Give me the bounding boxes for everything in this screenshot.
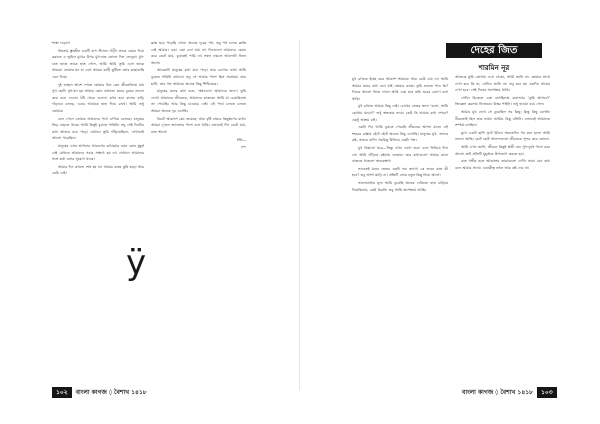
signoff-name: নন্দ xyxy=(241,144,246,149)
footer-publication: বাংলা কাগজ ◊ বৈশাখ ১৪১৮ xyxy=(462,389,533,396)
paragraph: আজকে তুমি কোথায় এসে গেছো, আমি জানি না। তোমার সাথে দেখা হবে কি না, সেটাও জানি না। তবু মনে হয় একদিন আবার দেখা হবে। সেই দিনের অপেক্ষায় থাকি। xyxy=(455,75,550,93)
footer-right xyxy=(462,387,557,398)
right-column-2 xyxy=(455,40,550,374)
paragraph: মানুষের এসব আপনার আবেগের কাঠামোর এমন কোন মুহূর্ত নেই যেখানে আমাদের সবার সাক্ষাৎ হয় না। সেখানে আমাদের সঙ্গে কথা বলার সুযোগ থাকে। xyxy=(52,143,144,162)
title-spacer xyxy=(455,40,550,74)
letter-signoff xyxy=(151,137,246,150)
right-column-1 xyxy=(352,76,448,374)
paragraph: মানুষের মনের কথা বলে, 'স্বপ্নগুলো আমাদের জন্য'। তুমি দেখো আমাদের জীবনকে, আমাদের কাজকে। আমি যা চেয়েছিলাম তা পেয়েছি। আর কিছু চাওয়ার নেই। এই পথে চলতে চলতে আমরা অনেক দূর এসেছি। xyxy=(151,89,246,113)
decorative-glyph: ÿ xyxy=(126,243,147,283)
page-number: ১০৩ xyxy=(537,387,557,398)
paragraph: ভাবতেই মনের ভেতর একটা ভয় জাগে। কে জানে কাল কী হবে? তবু আশা ছাড়ি না। প্রতিটি ভোর নতুন কিছু নিয়ে আসে। xyxy=(352,166,448,178)
paragraph: মুখ বিছানো ঘরে—'কিন্তু এখন এসো তবে' বলে ফিরিয়ে দিল সে। আমি দাঁড়িয়ে রইলাম দরজায়। তার কথাগুলো আমার কানে বাজতে থাকলো অনেকক্ষণ। xyxy=(352,145,448,164)
paragraph: মুখে একটা হাসি ফুটে উঠল। অনেকদিন পর মনে হলো আমি ভালো আছি। ছোট ছোট আনন্দগুলো জীবনকে সুন্দর করে তোলে। xyxy=(455,130,550,142)
paragraph: আরেকটা মানুষের কথা মনে পড়ে। তার চোখের ভাষা আমি বুঝতে পারিনি কখনো। তবু সে আমার পাশে ছিল সবসময়। তার হাসি, তার গল্প আমাকে অনেক কিছু শিখিয়েছে। xyxy=(151,68,246,86)
signoff-line: ইতি— xyxy=(236,138,246,143)
paragraph: নিয়নাম স্তুতহীন একটি বাস স্ট্যান্ডে দাঁড়ী। তাকে কেমন দিয়ে করাতে এ ভূমিল মুখের উপর মুখ-বাত তোলে দিল ফেলুরা। মুখ-বাত হাতে তাকে হাত গোল, আমি আমি তুমি এসে তাকে আমরা। তোমার মন যা এসে আমরা ব্যাহী ছুটিতে তোর কাছাকাছি এনে দিয়ে। xyxy=(52,48,144,79)
article-title: দেহের জিত xyxy=(446,43,542,58)
paragraph: ভালোবাসার মূল্য আমি বুঝেছি অনেক দেরিতে। হাত বাড়িয়ে দিয়েছিলাম, কেউ ধরেনি। তবু আমি অপেক্ষায় আছি। xyxy=(352,180,448,192)
paragraph: মুখ রাখতে ইচ্ছে করে আকাশ আমাকে আর কেউ চায় না। আমি আমার মনের কথা বলে যাই তোমার কাছে। তুমি শুনতে পাও কি? দিনের আলো নিভে গেলে আমি একা হয়ে যাই। ঘরের কোণে বসে থাকি। xyxy=(352,77,448,101)
paragraph: বলে গেলে তোমার আমাদের পথে এগিয়ে চলেছে। মানুষের ভিড় বাড়তে থাকে। আমি কিছুই বুঝতে পারিনি। তবু সেই দিনটার কথা আজও মনে পড়ে। যেখানে তুমি দাঁড়িয়েছিলে, সেখানেই আলো পড়েছিল। xyxy=(52,116,144,141)
paragraph: একটা দিন আমি বুঝতে পেরেছি জীবনের আসল মানে। এই শহরের রাস্তায় হেঁটে হেঁটে অনেক কিছু দেখেছি। মানুষের মুখ, তাদের কষ্ট, তাদের হাসি। সবকিছু মিলিয়ে একটা গল্প। xyxy=(352,125,448,143)
paragraph: আমার দিন কখনো শেষ হয় না। আমার কাছে তুমি ছাড়া আর কেউ নেই। xyxy=(52,164,144,176)
paragraph: আমার মুখ দেখে সে বুঝেছিল সব কিছু। কিন্তু কিছু বলেনি। নীরবতাই ছিল তার ভাষা। আমিও কিছু বলিনি। এভাবেই আমাদের সম্পর্ক চলছিল। xyxy=(455,109,550,128)
footer-left xyxy=(52,387,147,398)
paragraph: বিরাট আকাশে মেঘ জমেছে, আর বৃষ্টি নামবে কিছুক্ষণের মধ্যে। আমরা দু'জন জানালার পাশে বসে থাকি। এভাবেই দিন কেটে যায়, রাত আসে। xyxy=(151,116,246,134)
paragraph: দুই জাহান আশে পেজে তোমার বিল কেন জীবনজিয়ে যায় সুখ ছোট। সুখ-মন হয় আমার কোন তথ্যাত। মনের বুকের ভালো করে বলে দেওয়া ঠাঁই থেকে গুলো। কখন হবে বাসের বাড়ি দাঁড়াবো বলছে, এবার আমাকে হাত দিয়ে রাখে। আমি শুধু তোমার। xyxy=(52,82,144,113)
paragraph: আমি এখন জানি, জীবনে কিছুই স্থায়ী নয়। সুখ-দুঃখ পালা করে আসে। তাই প্রতিটি মুহূর্তকে উপভোগ করতে হয়। xyxy=(455,144,550,156)
page-number: ১০২ xyxy=(52,387,72,398)
paragraph: মুখ রাখতে আমার কিছু নেই। চোখের ভেতর জল। 'বলো, আমি কোথায় যাবো?' শুধু অন্ধকার নামে। কেউ কি আমার কথা শোনে? একটু আশ্রয় চাই। xyxy=(352,104,448,122)
paragraph: সেদিন বিকেলে একা বসেছিলাম বারান্দায়। 'তুমি আসবে?' জিজ্ঞেস করলাম নিজেকে। উত্তর পাইনি। শুধু হাওয়া বয়ে গেল। xyxy=(455,95,550,107)
paragraph: শাস্তা দাড়ান! xyxy=(52,41,71,45)
article-author: শারমিন নূর xyxy=(478,63,510,72)
left-column-2 xyxy=(151,40,246,240)
footer-publication: বাংলা কাগজ ◊ বৈশাখ ১৪১৮ xyxy=(75,389,147,396)
paragraph: রাত গভীর হলে আকাশের তারাগুলো দেখি। তারা যেন কথা বলে আমার সাথে। একাকীত্ব তখন আর কষ্ট দেয় না। xyxy=(455,159,550,170)
paragraph: ক্লান্ত হয়ে পড়েছি এখন। অনেক দূরের পথ, তবু পথ চলার ক্লান্তি নেই আমার। একা একা চলা যায় না। দিনগুলো আমাদের কেমন করে কেটে যায়, বুঝতেই পারি না। সন্ধ্যা নামলে আলোটা নিভে আসে। xyxy=(151,41,246,65)
